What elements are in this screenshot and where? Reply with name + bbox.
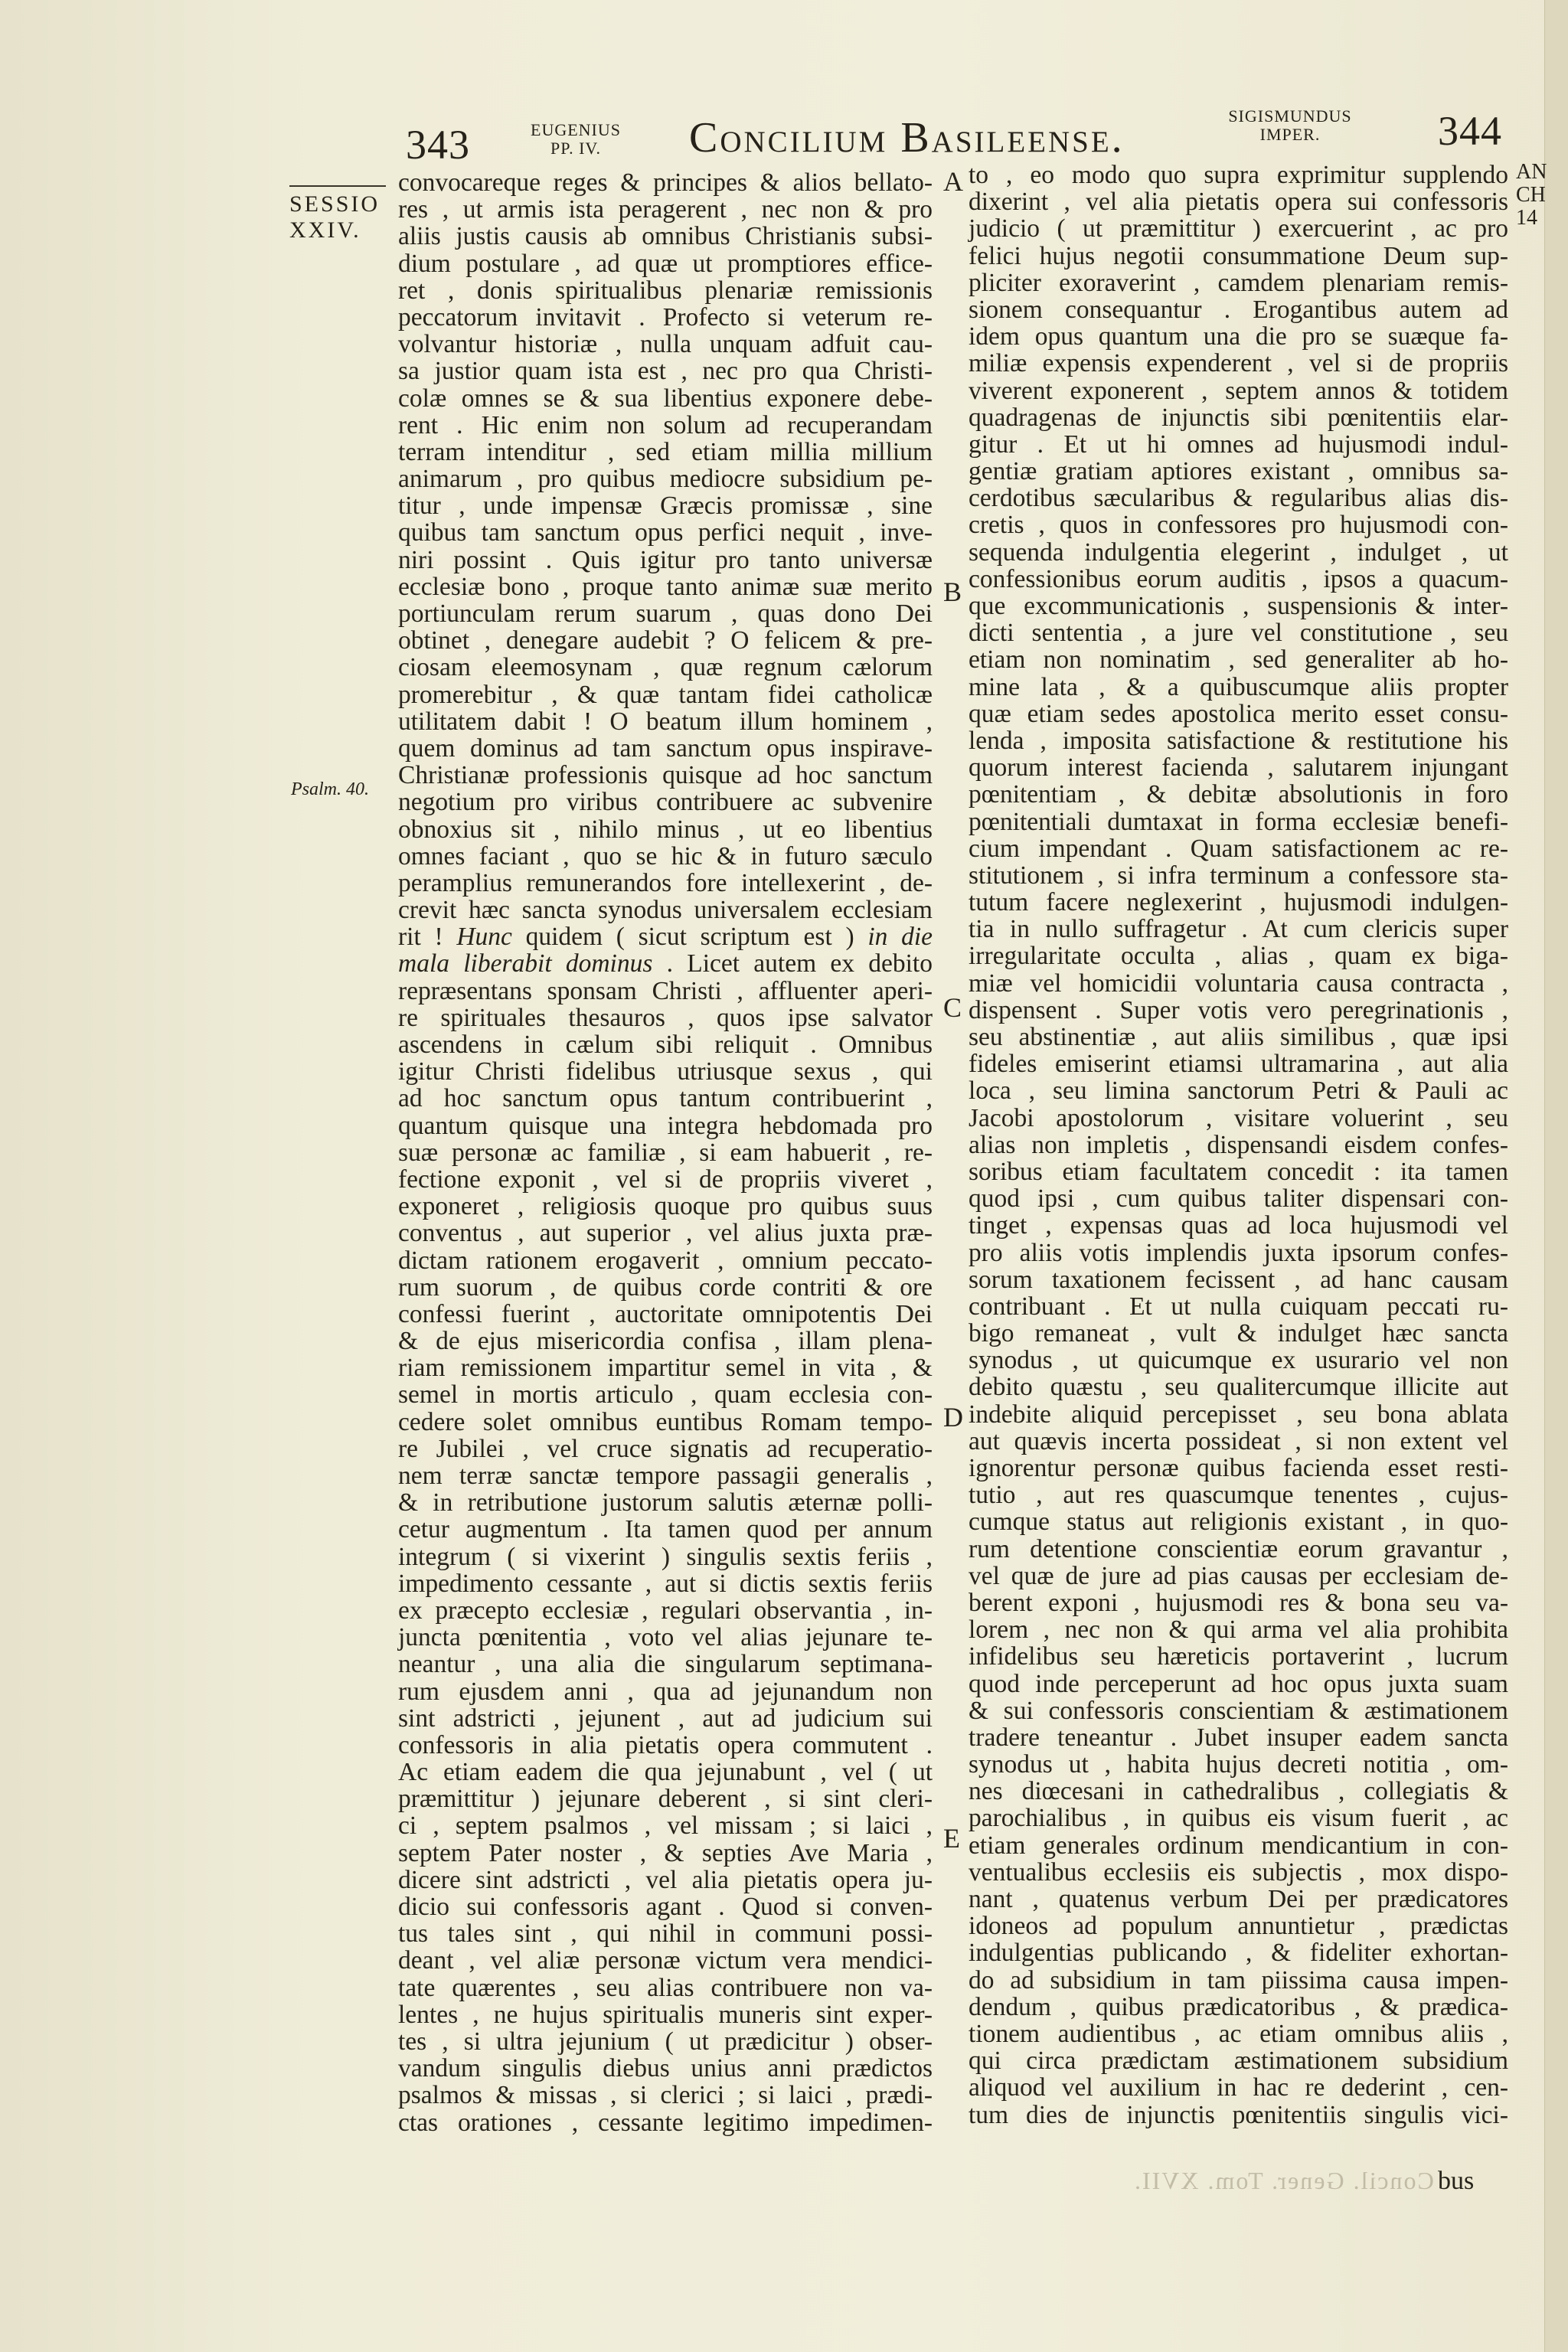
text-line: colæ omnes se & sua libentius exponere debe-: [398, 384, 933, 413]
text-line: titur , unde impensæ Græcis promissæ , sine: [398, 492, 933, 521]
text-line: pœnitentiam , & debitæ absolutionis in foro: [969, 780, 1508, 809]
text-line: animarum , pro quibus mediocre subsidium pe-: [398, 465, 933, 494]
text-line-part: quidem ( sicut scriptum est ): [511, 923, 868, 952]
catchword: bus: [1438, 2167, 1475, 2195]
text-line: nem terræ sanctæ tempore passagii generalis ,: [398, 1462, 933, 1490]
text-line: ecclesiæ bono , proque tanto animæ suæ merito: [398, 572, 933, 601]
text-line: quorum interest facienda , salutarem injungant: [969, 753, 1508, 782]
text-line: tradere teneantur . Jubet insuper eadem sancta: [969, 1723, 1508, 1752]
text-line: pliciter exoraverint , camdem plenariam remis-: [969, 268, 1508, 297]
text-line: ascendens in cælum sibi reliquit . Omnibus: [398, 1031, 933, 1059]
text-line: semel in mortis articulo , quam ecclesia con-: [398, 1380, 933, 1410]
text-line: rum ejusdem anni , qua ad jejunandum non: [398, 1677, 933, 1706]
text-line: Ac etiam eadem die qua jejunabunt , vel ( ut: [398, 1758, 933, 1787]
section-letter-d: D: [943, 1402, 963, 1432]
text-line: conventus , aut superior , vel alius juxta præ-: [398, 1219, 933, 1248]
text-line: ex præcepto ecclesiæ , regulari observantia , in-: [398, 1596, 933, 1625]
text-line: [398, 923, 933, 950]
text-line: tutio , aut res quascumque tenentes , cujus-: [969, 1481, 1508, 1510]
text-line: confessi fuerint , auctoritate omnipotentis Dei: [398, 1299, 933, 1328]
text-line: dictam rationem erogaverit , omnium peccato-: [398, 1246, 933, 1275]
text-line: tus tales sint , qui nihil in communi possi-: [398, 1919, 933, 1949]
text-line: viverent exponerent , septem annos & totidem: [969, 376, 1508, 405]
text-line: indulgentias publicando , & fideliter exhortan-: [969, 1939, 1508, 1968]
text-line: tinget , expensas quas ad loca hujusmodi vel: [969, 1211, 1508, 1240]
text-line: peramplius remunerandos fore intellexerint , de-: [398, 868, 933, 897]
text-line: sequenda indulgentia elegerint , indulget , ut: [969, 537, 1508, 567]
text-line: res , ut armis ista peragerent , nec non & pro: [398, 195, 933, 224]
header-emperor-line1: SIGISMUNDUS: [1228, 106, 1352, 126]
text-line: crevit hæc sancta synodus universalem ecclesiam: [398, 896, 933, 925]
text-line: lenda , imposita satisfactione & restitutione his: [969, 726, 1508, 755]
text-line: sa justior quam ista est , nec pro qua Christi-: [398, 357, 933, 386]
text-line: ventualibus ecclesiis eis subjectis , mox dispo-: [969, 1857, 1508, 1886]
text-line: debito quæstu , seu qualitercumque illicite aut: [969, 1373, 1508, 1402]
session-label-line2: XXIV.: [289, 217, 361, 243]
text-line: fectione exponit , vel si de propriis viveret ,: [398, 1165, 933, 1194]
text-line: miæ vel homicidii voluntaria causa contracta ,: [969, 969, 1508, 998]
text-line: exponeret , religiosis quoque pro quibus suus: [398, 1192, 933, 1221]
text-line: synodus ut , habita hujus decreti notitia , om-: [969, 1750, 1508, 1779]
text-line: re spirituales thesauros , quos ipse salvator: [398, 1003, 933, 1032]
text-line: quæ etiam sedes apostolica merito esset consu-: [969, 699, 1508, 728]
text-line: idem opus quantum una die pro se suæque fa-: [969, 322, 1508, 351]
text-line: miliæ expensis expenderent , vel si de propriis: [969, 349, 1508, 378]
next-page-fragment-2: CH: [1516, 183, 1546, 207]
text-line: pro aliis votis implendis juxta ipsorum confes-: [969, 1238, 1508, 1267]
text-line: to , eo modo quo supra exprimitur supplendo: [969, 161, 1508, 189]
text-line: soribus etiam facultatem concedit : ita tamen: [969, 1157, 1508, 1186]
text-line: tes , si ultra jejunium ( ut prædicitur ) obser-: [398, 2027, 933, 2056]
text-line: cumque status aut religionis existant , in quo-: [969, 1508, 1508, 1537]
session-rule: [289, 185, 386, 187]
text-line: confessoris in alia pietatis opera commutent .: [398, 1730, 933, 1759]
text-line: cium impendant . Quam satisfactionem ac re-: [969, 834, 1508, 863]
text-line: dispensent . Super votis vero peregrinationis ,: [969, 995, 1508, 1024]
text-line: etiam generales ordinum mendicantium in con-: [969, 1831, 1508, 1860]
text-line: vel quæ de jure ad pias causas per ecclesiam de-: [969, 1561, 1508, 1590]
section-letter-a: A: [943, 166, 963, 197]
text-line: dicio sui confessoris agant . Quod si conven-: [398, 1893, 933, 1921]
text-line: obnoxius sit , nihilo minus , ut eo libentius: [398, 815, 933, 844]
text-line: [969, 2128, 1508, 2155]
text-line: irregularitate occulta , alias , quam ex biga-: [969, 942, 1508, 971]
next-page-fragment-1: AN: [1516, 160, 1547, 184]
text-line: peccatorum invitavit . Profecto si veterum re-: [398, 302, 933, 332]
text-line: cedere solet omnibus euntibus Romam tempo-: [398, 1407, 933, 1436]
text-line: nes diœcesani in cathedralibus , collegiatis &: [969, 1777, 1508, 1806]
text-line-part: rit !: [398, 923, 457, 952]
text-line: rum suorum , de quibus corde contriti & ore: [398, 1272, 933, 1302]
text-line: ciosam eleemosynam , quæ regnum cælorum: [398, 653, 933, 682]
psalm-quote: in die: [867, 923, 933, 952]
text-line: [398, 2243, 933, 2270]
text-line: portiunculam rerum suarum , quas dono Dei: [398, 599, 933, 628]
text-line: septem Pater noster , & septies Ave Maria ,: [398, 1838, 933, 1867]
page-header: [0, 0, 1568, 176]
text-line: quod inde perceperunt ad hoc opus juxta suam: [969, 1669, 1508, 1698]
text-line: mine lata , & a quibuscumque aliis propter: [969, 672, 1508, 701]
show-through-text: Concil. Gener. Tom. XVII.: [1133, 2167, 1434, 2194]
text-line: stitutionem , si infra terminum a confessore sta-: [969, 861, 1508, 890]
text-line: nant , quatenus verbum Dei per prædicatores: [969, 1885, 1508, 1913]
text-line: parochialibus , in quibus eis visum fuerit , ac: [969, 1804, 1508, 1833]
text-line: tutum facere neglexerint , hujusmodi indulgen-: [969, 888, 1508, 917]
text-line: deant , vel aliæ personæ victum vera mendici-: [398, 1946, 933, 1975]
text-line: & sui confessoris conscientiam & æstimationem: [969, 1696, 1508, 1725]
text-line: promerebitur , & quæ tantam fidei catholicæ: [398, 680, 933, 709]
text-line: quod ipsi , cum quibus taliter dispensari con-: [969, 1184, 1508, 1214]
text-line: gentiæ gratiam aptiores existant , omnibus sa-: [969, 457, 1508, 486]
page-number-left: 343: [406, 122, 470, 168]
text-line: confessionibus eorum auditis , ipsos a quacum-: [969, 564, 1508, 593]
text-line: tia in nullo suffragetur . At cum clericis super: [969, 915, 1508, 944]
text-line: dicti sententia , a jure vel constitutione , seu: [969, 619, 1508, 648]
text-line: pœnitentiali dumtaxat in forma ecclesiæ benefi-: [969, 807, 1508, 836]
section-letter-e: E: [943, 1823, 960, 1854]
text-line: terram intenditur , sed etiam millia millium: [398, 437, 933, 466]
text-line: rum detentione conscientiæ eorum gravantur ,: [969, 1534, 1508, 1563]
text-line: niri possint . Quis igitur pro tanto universæ: [398, 545, 933, 574]
text-line: cerdotibus sæcularibus & regularibus alias dis-: [969, 484, 1508, 513]
text-line: contribuant . Et ut nulla cuiquam peccati ru-: [969, 1292, 1508, 1321]
text-line: tionem audientibus , ac etiam omnibus aliis ,: [969, 2019, 1508, 2048]
psalm-quote: Hunc: [456, 923, 512, 952]
text-line: [398, 2216, 933, 2243]
text-line: infidelibus seu hæreticis portaverint , lucrum: [969, 1642, 1508, 1671]
text-line: tate quærentes , seu alias contribuere non va-: [398, 1973, 933, 2002]
text-line: ignorentur personæ quibus facienda esset resti-: [969, 1454, 1508, 1482]
text-line: Christianæ professionis quisque ad hoc sanctum: [398, 761, 933, 790]
session-label: [289, 191, 380, 243]
text-line: obtinet , denegare audebit ? O felicem & pre-: [398, 626, 933, 655]
text-line: riam remissionem impartitur semel in vita , &: [398, 1354, 933, 1383]
adjacent-page-edge: [1544, 0, 1568, 2352]
text-line: idoneos ad populum annuntietur , prædictas: [969, 1912, 1508, 1941]
header-pope-line2: PP. IV.: [550, 139, 601, 158]
text-column-left: [398, 169, 933, 2271]
text-line: seu abstinentiæ , aut aliis similibus , quæ ipsi: [969, 1023, 1508, 1051]
header-emperor: [1217, 107, 1363, 144]
text-line: [969, 2209, 1508, 2236]
text-line: negotium pro viribus contribuere ac subvenire: [398, 788, 933, 817]
text-line: dixerint , vel alia pietatis opera sui confessoris: [969, 188, 1508, 217]
text-line: lorem , nec non & qui arma vel alia prohibita: [969, 1615, 1508, 1645]
text-line-part: . Licet autem ex debito: [652, 949, 933, 978]
text-line: qui circa prædictam æstimationem subsidium: [969, 2047, 1508, 2076]
text-line: omnes faciant , quo se hic & in futuro sæculo: [398, 841, 933, 871]
text-line: vandum singulis diebus unius anni prædictos: [398, 2054, 933, 2083]
text-line: quem dominus ad tam sanctum opus inspirave-: [398, 733, 933, 763]
text-line: psalmos & missas , si clerici ; si laici , prædi-: [398, 2081, 933, 2110]
psalm-reference: Psalm. 40.: [291, 779, 369, 799]
text-line: igitur Christi fidelibus utriusque sexus , qui: [398, 1057, 933, 1086]
text-line: cretis , quos in confessores pro hujusmodi con-: [969, 511, 1508, 540]
text-line: lentes , ne hujus spiritualis muneris sint exper-: [398, 2000, 933, 2029]
header-emperor-line2: IMPER.: [1259, 125, 1321, 144]
page-number-right: 344: [1438, 108, 1502, 154]
text-line: berent exponi , hujusmodi res & bona seu va-: [969, 1588, 1508, 1617]
text-line: [398, 950, 933, 977]
text-line: sorum taxationem fecissent , ad hanc causam: [969, 1265, 1508, 1294]
text-line: [398, 2136, 933, 2163]
text-line: felici hujus negotii consummatione Deum sup-: [969, 241, 1508, 270]
text-line: repræsentans sponsam Christi , affluenter aperi-: [398, 976, 933, 1005]
text-line: juncta pœnitentia , voto vel alias jejunare te-: [398, 1623, 933, 1652]
text-line: sionem consequantur . Erogantibus autem ad: [969, 295, 1508, 324]
section-letter-c: C: [943, 992, 962, 1023]
text-line: ret , donis spiritualibus plenariæ remissionis: [398, 276, 933, 305]
text-line: do ad subsidium in tam piissima causa impen-: [969, 1965, 1508, 1994]
text-line: impedimento cessante , aut si dictis sextis feriis: [398, 1569, 933, 1598]
text-line: & in retributione justorum salutis æternæ polli-: [398, 1488, 933, 1517]
text-line: [398, 2163, 933, 2190]
next-page-fragment: [1516, 161, 1554, 230]
text-line: que excommunicationis , suspensionis & inter-: [969, 592, 1508, 620]
text-line: Jacobi apostolorum , visitare voluerint , seu: [969, 1103, 1508, 1132]
text-line: quibus tam sanctum opus perfici nequit , inve-: [398, 518, 933, 547]
text-line: quantum quisque una integra hebdomada pro: [398, 1111, 933, 1140]
next-page-fragment-3: 14: [1516, 206, 1537, 230]
text-line: ad hoc sanctum opus tantum contribuerint ,: [398, 1084, 933, 1113]
text-line: dicere sint adstricti , vel alia pietatis opera ju-: [398, 1865, 933, 1894]
text-line: loca , seu limina sanctorum Petri & Pauli ac: [969, 1076, 1508, 1106]
session-label-line1: SESSIO: [289, 191, 381, 217]
section-letter-b: B: [943, 577, 962, 607]
text-line: ci , septem psalmos , vel missam ; si laici ,: [398, 1811, 933, 1841]
text-line: bigo remaneat , vult & indulget hæc sancta: [969, 1319, 1508, 1348]
text-line: & de ejus misericordia confisa , illam plena-: [398, 1327, 933, 1356]
text-line: [398, 2190, 933, 2216]
text-line: judicio ( ut præmittitur ) exercuerint , ac pro: [969, 214, 1508, 243]
text-line: utilitatem dabit ! O beatum illum hominem ,: [398, 707, 933, 736]
text-line: aut quævis incerta possideat , si non extent vel: [969, 1426, 1508, 1455]
text-line: indebite aliquid percepisset , seu bona ablata: [969, 1400, 1508, 1429]
text-column-right: [969, 162, 1508, 2236]
text-line: quadragenas de injunctis sibi pœnitentiis elar-: [969, 403, 1508, 432]
text-line: dendum , quibus prædicatoribus , & prædica-: [969, 1992, 1508, 2021]
text-line: sint adstricti , jejunent , aut ad judicium sui: [398, 1704, 933, 1733]
text-line: dium postulare , ad quæ ut promptiores effice-: [398, 249, 933, 278]
text-line: etiam non nominatim , sed generaliter ab ho-: [969, 645, 1508, 675]
text-line: ctas orationes , cessante legitimo impedimen-: [398, 2108, 933, 2137]
psalm-quote: mala liberabit dominus: [398, 949, 653, 978]
text-line: aliis justis causis ab omnibus Christianis subsi-: [398, 222, 933, 251]
text-line: re Jubilei , vel cruce signatis ad recuperatio-: [398, 1434, 933, 1463]
text-line: volvantur historiæ , nulla unquam adfuit cau-: [398, 330, 933, 359]
text-line: neantur , una alia die singularum septimana-: [398, 1650, 933, 1679]
text-line: cetur augmentum . Ita tamen quod per annum: [398, 1515, 933, 1544]
text-line: rent . Hic enim non solum ad recuperandam: [398, 410, 933, 439]
text-line: gitur . Et ut hi omnes ad hujusmodi indul-: [969, 430, 1508, 459]
header-pope: [530, 121, 622, 158]
text-line: fideles emiserint etiamsi ultramarina , aut alia: [969, 1050, 1508, 1079]
text-line: alias non impletis , dispensandi eisdem confes-: [969, 1130, 1508, 1159]
text-line: synodus , ut quicumque ex usurario vel non: [969, 1346, 1508, 1375]
text-line: aliquod vel auxilium in hac re dederint , cen-: [969, 2073, 1508, 2102]
text-line: integrum ( si vixerint ) singulis sextis feriis ,: [398, 1542, 933, 1571]
text-line: tum dies de injunctis pœnitentiis singulis vici-: [969, 2100, 1508, 2129]
header-pope-line1: EUGENIUS: [531, 120, 621, 139]
text-line: suæ personæ ac familiæ , si eam habuerit , re-: [398, 1138, 933, 1167]
text-line: convocareque reges & principes & alios bellato-: [398, 168, 933, 197]
running-title: Concilium Basileense.: [689, 114, 1125, 162]
text-line: præmittitur ) jejunare deberent , si sint cleri-: [398, 1785, 933, 1814]
